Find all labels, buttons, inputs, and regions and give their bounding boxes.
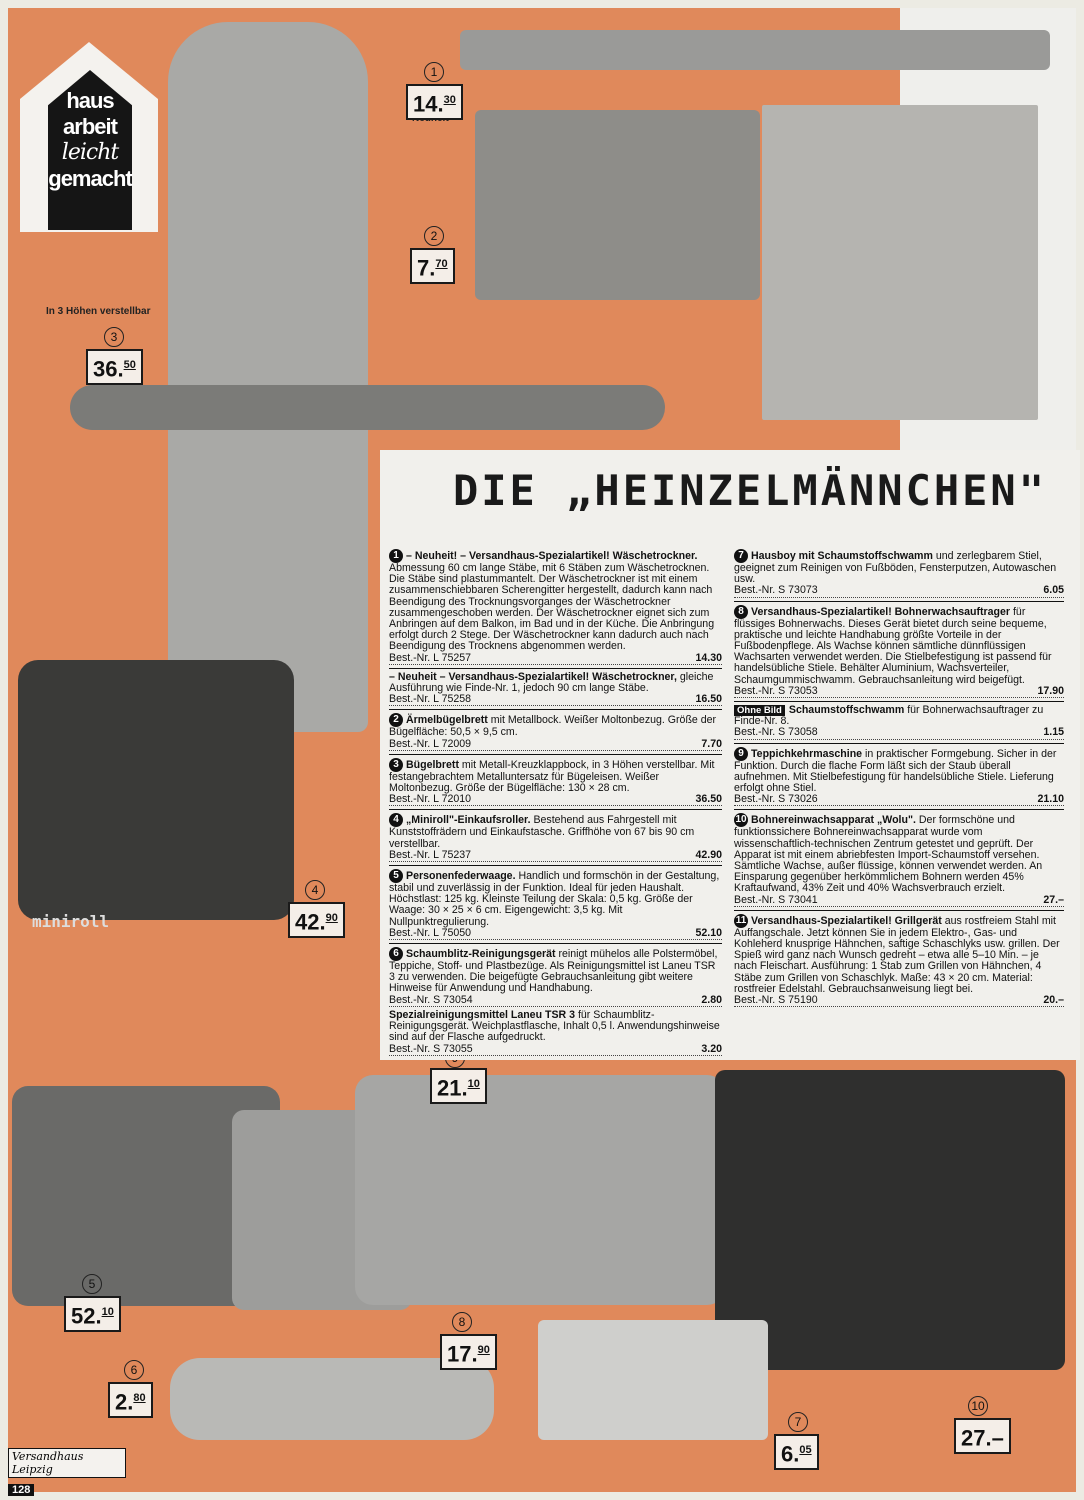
order-number: Best.-Nr. L 72010 (389, 793, 472, 806)
price-tag-5-main: 52. (71, 1303, 102, 1329)
entry-order-line (734, 585, 1064, 597)
entry-lead: Bügelbrett (406, 758, 459, 771)
entry-badge: 10 (735, 814, 747, 826)
order-price: 2.80 (701, 993, 722, 1006)
publisher-label: Versandhaus Leipzig (8, 1448, 126, 1478)
price-tag-5 (64, 1296, 121, 1332)
entry-6 (389, 947, 722, 1007)
entry-text: mit Metallbock. Weißer Moltonbezug. Größe der Bügelfläche: 50,5 × 9,5 cm. (389, 714, 717, 739)
order-price: 6.05 (1043, 584, 1064, 597)
entry-lead: Teppichkehrmaschine (751, 747, 863, 760)
entry-text: aus rostfreiem Stahl mit Auffangschale. Jetzt können Sie in jedem Elektro-, Gas- und Kohleherd knusprige Hähnchen, saftige Schaschlyks usw. grillen. Der Spieß wird ganz nach Wunsch gedreht – etwa alle 5–10 Min. – je nach Fleischart. Ausführung: 1 Stab zum Grillen von Hähnchen, 4 Stäbe zum Grillen von Schaschlyk. Maße: 43 × 20 cm. Material: rostfreier Edelstahl. Gebrauchsanweisung liegt bei. (734, 914, 1060, 995)
entry-6b (389, 1010, 722, 1056)
logo-line-1: haus (66, 88, 114, 113)
price-tag-7-cents: 05 (799, 1444, 812, 1456)
entry-order-line (389, 694, 722, 706)
entry-order-line (389, 928, 722, 940)
price-tag-6-main: 2. (115, 1389, 134, 1415)
order-number: Best.-Nr. S 73073 (734, 584, 818, 597)
entry-text: Abmessung 60 cm lange Stäbe, mit 6 Stäben zum Wäschetrocknen. Die Stäbe sind plastummantelt. Der Wäschetrockner ist mit einem zusammenschiebbaren Scherengitter hergestellt, dadurch kann nach Beendigung des Trocknungsvorganges der Wäschetrockner zusammengeschoben werden. Der Wäschetrockner eignet sich zum Anbringen auf dem Balkon, im Bad und in der Küche. Die Anbringung erfolgt durch 2 Stege. Der Wäschetrockner kann dadurch auch nach Beendigung des Trocknens abgenommen werden. (389, 562, 715, 653)
separator (389, 943, 722, 944)
entry-order-line (389, 850, 722, 862)
order-number: Best.-Nr. S 75190 (734, 994, 818, 1007)
entry-9 (734, 747, 1064, 807)
order-number: Best.-Nr. L 75237 (389, 848, 472, 861)
entry-3 (389, 758, 722, 807)
woman-ironing-photo (168, 22, 368, 732)
separator (389, 809, 722, 810)
page-footer (8, 1448, 126, 1496)
entry-lead: Schaumstoffschwamm (788, 704, 905, 717)
price-tag-9-cents: 10 (467, 1078, 480, 1090)
entry-lead: Ärmelbügelbrett (406, 714, 488, 727)
page-headline: DIE „HEINZELMÄNNCHEN" (452, 466, 1047, 515)
entry-text: reinigt mühelos alle Polstermöbel, Teppiche, Stoff- und Plastbezüge. Als Reinigungsmittel ist Laneu TSR 3 zu verwenden. Die beigefügte Gebrauchsanleitung gibt weitere Hinweise für Anwendung und Handhabung. (389, 947, 718, 995)
separator (389, 865, 722, 866)
entry-text: mit Metall-Kreuzklappbock, in 3 Höhen verstellbar. Mit festangebrachtem Metalluntersatz für Bügeleisen. Weißer Moltonbezug. Größe der Bügelfläche: 130 × 28 cm. (389, 758, 715, 795)
price-tag-1-cents: 30 (443, 94, 456, 106)
price-tag-10 (954, 1418, 1011, 1454)
entry-lead: Hausboy mit Schaumstoffschwamm (751, 549, 933, 562)
order-number: Best.-Nr. L 72009 (389, 737, 472, 750)
page-number: 128 (8, 1484, 34, 1496)
price-tag-4-main: 42. (295, 909, 326, 935)
separator (734, 701, 1064, 702)
tag-number-10: 10 (968, 1396, 988, 1416)
entry-2 (389, 713, 722, 750)
order-number: Best.-Nr. S 73058 (734, 726, 818, 739)
entry-text: für flüssiges Bohnerwachs. Dieses Gerät bietet durch seine bequeme, praktische und leichte Handhabung größte Vorteile in der Fußbodenpflege. Als Wachse können sämtliche dünnflüssigen Wachsarten verwendet werden. Die Stielbefestigung ist passend für handelsübliche Stiele. Behälter Aluminium, Wachsverteiler, Schaumgummischwamm. Gebrauchsanleitung wird beigefügt. (734, 605, 1052, 686)
price-tag-5-cents: 10 (101, 1306, 114, 1318)
entry-lead: Bohnereinwachsapparat „Wolu". (751, 814, 916, 827)
right-text-column (734, 549, 1064, 1010)
entry-11 (734, 914, 1064, 1007)
entry-lead: Personenfederwaage. (406, 869, 516, 882)
entry-7 (734, 549, 1064, 598)
order-price: 17.90 (1037, 684, 1064, 697)
logo-line-4: gemacht (48, 166, 132, 191)
entry-order-line (389, 794, 722, 806)
price-tag-4-cents: 90 (325, 912, 338, 924)
entry-badge: 2 (389, 713, 403, 727)
entry-text: und zerlegbarem Stiel, geeignet zum Reinigen von Fußböden, Fensterputzen, Autowaschen usw. (734, 549, 1057, 586)
entry-lead: – Neuheit! – Versandhaus-Spezialartikel! Wäschetrockner. (406, 549, 698, 562)
order-price: 16.50 (695, 693, 722, 706)
entry-text: Bestehend aus Fahrgestell mit Kunststoffrädern und Einkaufstasche. Griffhöhe von 67 bis 90 cm verstellbar. (389, 814, 695, 850)
tag-number-1: 1 (424, 62, 444, 82)
entry-order-line (389, 739, 722, 751)
order-price: 52.10 (695, 926, 722, 939)
entry-text: Handlich und formschön in der Gestaltung, stabil und zuverlässig in der Funktion. Ideal für jeden Haushalt. Höchstlast: 125 kg. Kleinste Teilung der Skala: 0,5 kg. Größe der Waage: 30 × 25 × 6 cm. Eigengewicht: 3,5 kg. Mit Nullpunktregulierung. (389, 869, 720, 928)
logo-line-2: arbeit (63, 114, 117, 139)
entry-10 (734, 813, 1064, 906)
order-number: Best.-Nr. L 75050 (389, 926, 472, 939)
price-tag-8 (440, 1334, 497, 1370)
entry-badge: 6 (389, 947, 403, 961)
price-tag-3 (86, 349, 143, 385)
separator (389, 754, 722, 755)
entry-lead: Versandhaus-Spezialartikel! Grillgerät (751, 914, 942, 927)
price-tag-4 (288, 902, 345, 938)
tag-number-5: 5 (82, 1274, 102, 1294)
order-price: 14.30 (695, 651, 722, 664)
entry-order-line (389, 653, 722, 665)
price-tag-2-main: 7. (417, 255, 436, 281)
entry-order-line (389, 1044, 722, 1056)
entry-lead: Versandhaus-Spezialartikel! Bohnerwachsauftrager (751, 605, 1011, 618)
entry-text: für Bohnerwachsauftrager zu Finde-Nr. 8. (734, 704, 1044, 728)
price-tag-2 (410, 248, 455, 284)
separator (389, 709, 722, 710)
entry-order-line (734, 995, 1064, 1007)
order-number: Best.-Nr. S 73054 (389, 993, 473, 1006)
order-number: Best.-Nr. L 75257 (389, 651, 472, 664)
logo-line-3: leicht (61, 140, 119, 165)
order-number: Best.-Nr. S 73026 (734, 793, 818, 806)
entry-lead: – Neuheit – Versandhaus-Spezialartikel! Wäschetrockner, (389, 670, 677, 683)
entry-lead: „Miniroll"-Einkaufsroller. (406, 814, 531, 827)
miniroll-cart-photo (18, 660, 294, 920)
sponge-mop-photo (538, 1320, 768, 1440)
order-price: 27.– (1043, 893, 1064, 906)
entry-text: in praktischer Formgebung. Sicher in der Funktion. Durch die flache Form läßt sich der Staub überall aufnehmen. Mit Stielbefestigung für handelsübliche Stiele. Lieferung erfolgt ohne Stiel. (734, 747, 1057, 795)
entry-badge: 9 (734, 747, 748, 761)
separator (734, 809, 1064, 810)
order-price: 21.10 (1037, 793, 1064, 806)
price-tag-8-cents: 90 (477, 1344, 490, 1356)
price-tag-6 (108, 1382, 153, 1418)
entry-8 (734, 605, 1064, 698)
price-tag-3-cents: 50 (123, 359, 136, 371)
price-tag-2-cents: 70 (435, 258, 448, 270)
entry-order-line (734, 727, 1064, 739)
order-price: 36.50 (695, 793, 722, 806)
entry-text: Der formschöne und funktionssichere Bohnereinwachsapparat wurde vom wissenschaftlich-technischen Zentrum getestet und geprüft. Der Apparat ist mit einem abriebfesten Import-Schaumstoff versehen. Sämtliche Wachse, außer flüssige, können verwendet werden. An Einsparung gegenüber herkömmlichem Bohnern werden 45% Kraftaufwand, 43% Zeit und 40% Wachsverbrauch erzielt. (734, 814, 1043, 895)
entry-badge: 7 (734, 549, 748, 563)
height-adjustable-label: In 3 Höhen verstellbar (46, 306, 151, 317)
entry-lead: Schaumblitz-Reinigungsgerät (406, 947, 556, 960)
tag-number-8: 8 (452, 1312, 472, 1332)
tag-number-2: 2 (424, 226, 444, 246)
tag-number-7: 7 (788, 1412, 808, 1432)
price-tag-3-main: 36. (93, 356, 124, 382)
price-tag-7 (774, 1434, 819, 1470)
tag-number-6: 6 (124, 1360, 144, 1380)
order-number: Best.-Nr. S 73053 (734, 684, 818, 697)
left-text-column (389, 549, 722, 1059)
price-tag-1-main: 14. (413, 91, 444, 117)
order-price: 1.15 (1043, 726, 1064, 739)
price-tag-9-main: 21. (437, 1075, 468, 1101)
entry-text: gleiche Ausführung wie Finde-Nr. 1, jedoch 90 cm lange Stäbe. (389, 670, 714, 695)
entry-order-line (389, 995, 722, 1007)
ironing-board-photo (70, 385, 665, 430)
separator (734, 743, 1064, 744)
entry-badge: 11 (735, 914, 747, 926)
entry-lead: Spezialreinigungsmittel Laneu TSR 3 (389, 1008, 576, 1021)
entry-badge: 5 (389, 869, 403, 883)
entry-5 (389, 869, 722, 940)
sleeve-board-photo (475, 110, 760, 300)
haus-arbeit-logo (20, 42, 158, 232)
order-price: 3.20 (701, 1042, 722, 1055)
price-tag-10-main: 27.– (961, 1425, 1004, 1451)
entry-text: für Schaumblitz-Reinigungsgerät. Weichplastflasche, Inhalt 0,5 l. Anwendungshinweise sind auf der Flasche aufgedruckt. (389, 1008, 720, 1044)
order-price: 42.90 (695, 848, 722, 861)
entry-order-line (734, 686, 1064, 698)
order-price: 20.– (1043, 994, 1064, 1007)
entry-badge: 4 (389, 813, 403, 827)
carpet-sweeper-photo (355, 1075, 725, 1305)
patterned-towel-photo (762, 105, 1038, 420)
order-price: 7.70 (701, 737, 722, 750)
miniroll-brand-label: miniroll (32, 912, 110, 931)
entry-badge: 1 (389, 549, 403, 563)
order-number: Best.-Nr. S 73041 (734, 893, 818, 906)
order-number: Best.-Nr. L 75258 (389, 693, 472, 706)
entry-4 (389, 813, 722, 862)
entry-badge: 8 (734, 605, 748, 619)
entry-1b (389, 672, 722, 707)
price-tag-7-main: 6. (781, 1441, 800, 1467)
entry-order-line (734, 794, 1064, 806)
tag-number-3: 3 (104, 327, 124, 347)
entry-badge: 3 (389, 758, 403, 772)
price-tag-1 (406, 84, 463, 120)
price-tag-9 (430, 1068, 487, 1104)
tag-number-4: 4 (305, 880, 325, 900)
entry-ohne-bild (734, 705, 1064, 740)
separator (734, 601, 1064, 602)
ohne-bild-badge: Ohne Bild (734, 705, 785, 716)
clothes-rack-photo (460, 30, 1050, 70)
entry-order-line (734, 895, 1064, 907)
separator (734, 910, 1064, 911)
price-tag-8-main: 17. (447, 1341, 478, 1367)
entry-1 (389, 549, 722, 665)
separator (389, 668, 722, 669)
order-number: Best.-Nr. S 73055 (389, 1042, 473, 1055)
price-tag-6-cents: 80 (133, 1392, 146, 1404)
